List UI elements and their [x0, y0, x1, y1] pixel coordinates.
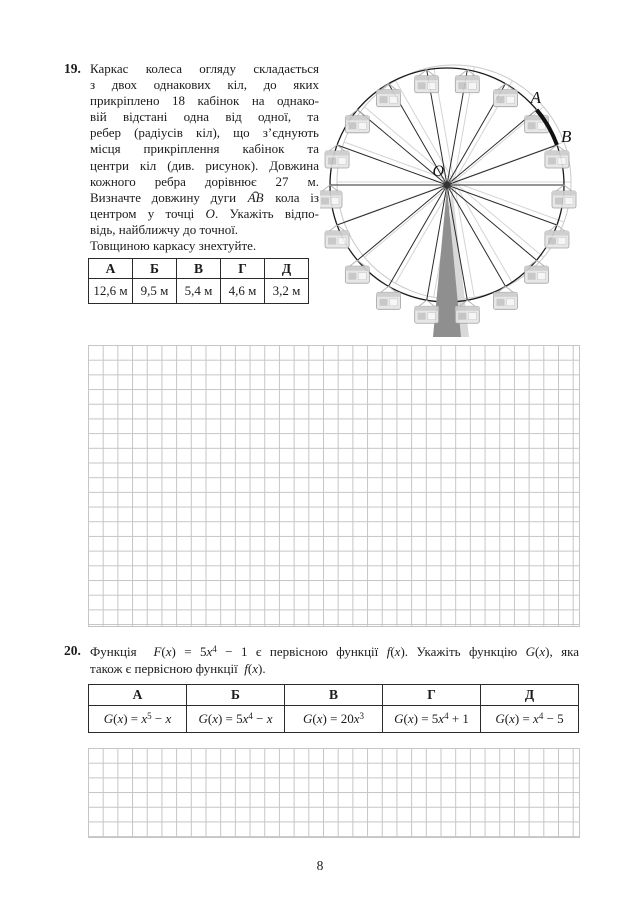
option-header: А [89, 259, 133, 279]
option-header: Д [265, 259, 309, 279]
option-value: 5,4 м [177, 279, 221, 304]
problem19-line-center-o: центром у точці O. Укажіть відпо- [90, 205, 319, 221]
problem20-text [90, 643, 579, 677]
option-formula: $G(x) = 5x^4 - x$ [187, 706, 285, 733]
cabin [377, 84, 401, 107]
option-header: В [285, 685, 383, 706]
problem19-answer-table [88, 258, 309, 304]
option-header: А [89, 685, 187, 706]
problem19-text [90, 61, 319, 254]
option-value: 3,2 м [265, 279, 309, 304]
cabin [345, 110, 369, 133]
table-value-row [89, 706, 579, 733]
problem19-line: з двох однакових кіл, до яких [90, 77, 319, 93]
point-b-label: B [560, 126, 572, 146]
option-header: Г [383, 685, 481, 706]
table-value-row [89, 279, 309, 304]
option-header: В [177, 259, 221, 279]
problem19-line: вій відстані одна від одної, та [90, 109, 319, 125]
option-formula: $G(x) = 5x^4 + 1$ [383, 706, 481, 733]
problem19-line: відь, найближчу до точної. [90, 221, 239, 237]
option-header: Г [221, 259, 265, 279]
option-value: 12,6 м [89, 279, 133, 304]
ferris-wheel-figure [320, 55, 620, 345]
option-header: Б [187, 685, 285, 706]
option-formula: $G(x) = x^4 - 5$ [481, 706, 579, 733]
problem19-line: Каркас колеса огляду складається [90, 61, 319, 76]
problem19-line: ребер (радіусів кіл), що з’єднують [90, 125, 319, 141]
table-header-row [89, 259, 309, 279]
cabin [415, 300, 439, 323]
problem19-note: Товщиною каркасу знехтуйте. [90, 238, 257, 254]
page-number: 8 [316, 858, 324, 873]
table-header-row [89, 685, 579, 706]
cabin [525, 260, 549, 283]
cabin [325, 225, 349, 248]
cabin [320, 185, 342, 208]
problem19-line-arc-ab: Визначте довжину дуги ⌢ AB кола із [90, 190, 319, 206]
working-grid-20 [88, 748, 580, 838]
cabin [455, 70, 479, 93]
problem20-line: Функція $F(x) = 5x^4 - 1$ є первісною функції f(x). Укажіть функцію G(x), яка [90, 644, 579, 659]
point-a-label: A [530, 87, 542, 107]
problem20-number: 20. [64, 643, 81, 658]
hub-icon [444, 182, 450, 188]
cabin [345, 260, 369, 283]
center-o-label: O [432, 163, 444, 180]
cabin [377, 286, 401, 309]
option-formula: $G(x) = x^5 - x$ [89, 706, 187, 733]
cabin [494, 84, 518, 107]
problem19-line: місця прикріплення кабінок та [90, 141, 319, 157]
working-grid-19 [88, 345, 580, 627]
problem19-line: прикріплено 18 кабінок на однако- [90, 93, 319, 109]
option-header: Б [133, 259, 177, 279]
problem19-number: 19. [64, 61, 81, 76]
problem19-line: кожного ребра дорівнює 27 м. [90, 173, 319, 189]
option-header: Д [481, 685, 579, 706]
option-formula: $G(x) = 20x^3$ [285, 706, 383, 733]
problem20-line: також є первісною функції f(x). [90, 661, 266, 676]
cabin [545, 225, 569, 248]
cabin [494, 286, 518, 309]
option-value: 4,6 м [221, 279, 265, 304]
problem19-line: центри кіл (див. рисунок). Довжина [90, 157, 319, 173]
problem20-answer-table [88, 684, 579, 733]
option-value: 9,5 м [133, 279, 177, 304]
